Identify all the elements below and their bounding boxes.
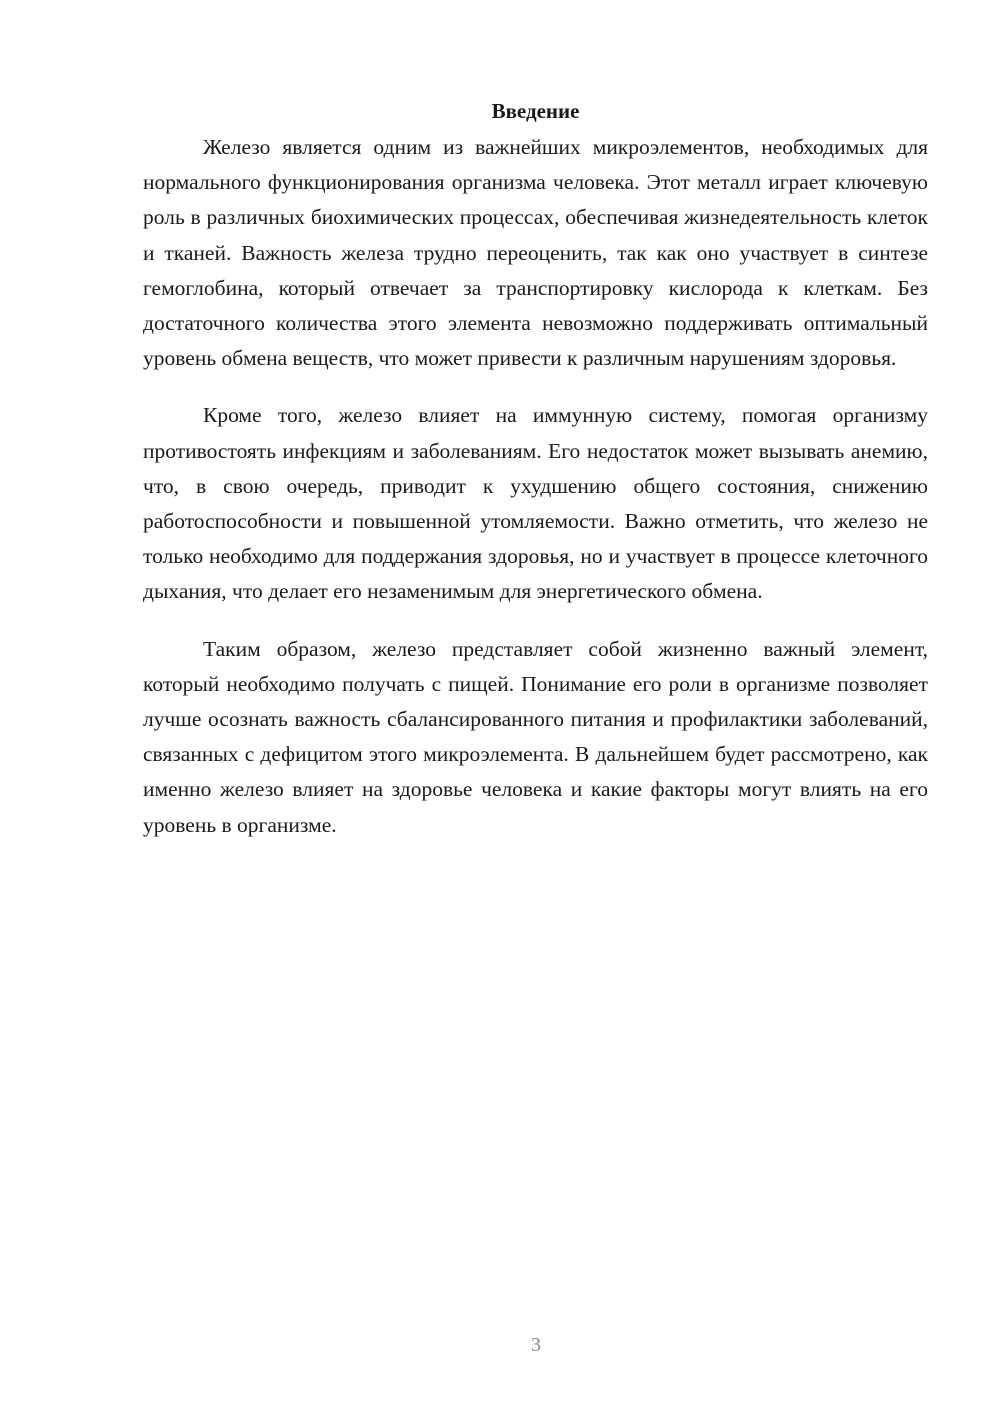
paragraph-2: Кроме того, железо влияет на иммунную систему, помогая организму противостоять инфекциям и заболеваниям. Его недостаток может вызывать анемию, что, в свою очередь, приводит к ухудшению общего состояния, снижению работоспособности и повышенной утомляемости. Важно отметить, что железо не только необходимо для поддержания здоровья, но и участвует в процессе клеточного дыхания, что делает его незаменимым для энергетического обмена. — [143, 403, 928, 604]
paragraph-3: Таким образом, железо представляет собой жизненно важный элемент, который необходимо получать с пищей. Понимание его роли в организме позволяет лучше осознать важность сбалансированного питания и профилактики заболеваний, связанных с дефицитом этого микроэлемента. В дальнейшем будет рассмотрено, как именно железо влияет на здоровье человека и какие факторы могут влиять на его уровень в организме. — [143, 636, 928, 837]
page-content — [143, 96, 928, 865]
section-title: Введение — [491, 99, 580, 123]
paragraph-1: Железо является одним из важнейших микроэлементов, необходимых для нормального функционирования организма человека. Этот металл играет ключевую роль в различных биохимических процессах, обеспечивая жизнедеятельность клеток и тканей. Важность железа трудно переоценить, так как оно участвует в синтезе гемоглобина, который отвечает за транспортировку кислорода к клеткам. Без достаточного количества этого элемента невозможно поддерживать оптимальный уровень обмена веществ, что может привести к различным нарушениям здоровья. — [143, 135, 928, 371]
page-number: 3 — [531, 1334, 541, 1356]
